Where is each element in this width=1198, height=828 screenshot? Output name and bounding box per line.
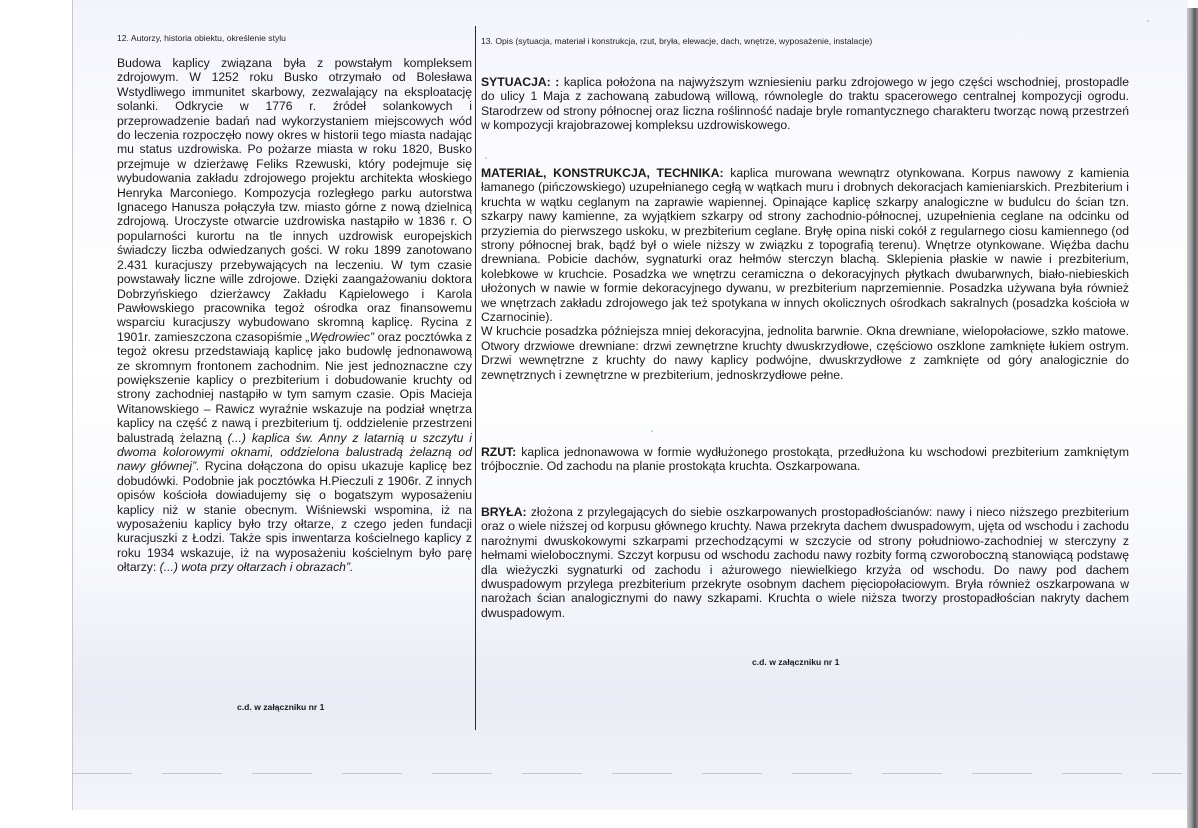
section-heading-history: 12. Autorzy, historia obiektu, określenie stylu bbox=[117, 33, 286, 43]
section-label: BRYŁA: bbox=[481, 505, 527, 519]
scan-artifact-line bbox=[72, 773, 1182, 774]
section-material: MATERIAŁ, KONSTRUKCJA, TECHNIKA: kaplica murowana wewnątrz otynkowana. Korpus nawowy z kamienia łamanego (pińczowskiego) uzupełnianego cegłą w wątkach muru i drobnych dekoracjach kamieniarskich. Prezbiterium i kruchta w wątku ceglanym na zaprawie wapiennej. Opinające kaplicę szkarpy analogiczne w budulcu do ścian tzn. szkarpy nawy kamienne, za wyjątkiem szkarpy od strony zachodnio-północnej, uzupełnienia ceglane na odcinku od przyziemia do pierwszego uskoku, w prezbiterium ceglane. Bryłę opina niski cokół z regularnego ciosu kamiennego (od strony północnej brak, bądź był o wiele niższy w związku z topografią terenu). Wnętrze otynkowane. Więźba dachu drewniana. Pobicie dachów, sygnaturki oraz hełmów sterczyn blachą. Sklepienia płaskie w nawie i prezbiterium, kolebkowe w kruchcie. Posadzka we wnętrzu ceramiczna o dekoracyjnych płytkach dwubarwnych, biało-niebieskich ułożonych w nawie w formie dekoracyjnego dywanu, w prezbiterium naprzemiennie. Posadzka używana była również we wnętrzach zakładu zdrojowego jak też spotykana w innych okolicznych ośrodkach sakralnych (posadzka kościoła w Czarnocinie). W kruchcie posadzka późniejsza mniej dekoracyjna, jednolita barwnie. Okna drewniane, wielopołaciowe, szkło matowe. Otwory drzwiowe drewniane: drzwi zewnętrzne kruchty dwuskrzydłowe, częściowo oszklone zamknięte łukiem ostrym. Drzwi wewnętrzne z kruchty do nawy kaplicy podwójne, dwuskrzydłowe z zamknięte od góry analogicznie do zewnętrznych i zewnętrzne w prezbiterium, jednoskrzydłowe pełne. bbox=[481, 166, 1129, 382]
section-heading-description: 13. Opis (sytuacja, materiał i konstrukcja, rzut, bryła, elewacje, dach, wnętrze, wyposażenie, instalacje) bbox=[481, 36, 873, 46]
history-text: Budowa kaplicy związana była z powstałym kompleksem zdrojowym. W 1252 roku Busko otrzymało od Bolesława Wstydliwego immunitet skarbowy, zezwalający na eksploatację solanki. Odkrycie w 1776 r. źródeł solankowych i przeprowadzenie badań nad wykorzystaniem miejscowych wód do leczenia rozpoczęło nowy okres w historii tego miasta nadając mu status uzdrowiska. Po pożarze miasta w roku 1820, Busko przejmuje w dzierżawę Feliks Rzewuski, który podejmuje się wybudowania zakładu zdrojowego projektu architekta włoskiego Henryka Marconiego. Kompozycja rozległego parku autorstwa Ignacego Hanusza połączyła tzw. miasto górne z nową dzielnicą zdrojową. Uroczyste otwarcie uzdrowiska nastąpiło w 1836 r. O popularności kurortu na tle innych uzdrowisk europejskich świadczy liczba odwiedzanych gości. W roku 1899 zanotowano 2.431 kuracjuszy przebywających na leczeniu. W tym czasie powstawały liczne wille zdrojowe. Dzięki zaangażowaniu doktora Dobrzyńskiego dzierżawcy Zakładu Kąpielowego i Karola Pawłowskiego pracownika tegoż ośrodka oraz finansowemu wsparciu kuracjuszy wybudowano skromną kaplicę. Rycina z 1901r. zamieszczona czasopiśmie „Wędrowiec” oraz pocztówka z tegoż okresu przedstawiają kaplicę jako budowlę jednonawową ze skromnym frontonem zachodnim. Nie jest jednoznaczne czy powiększenie kaplicy o prezbiterium i dobudowanie kruchty od strony zachodniej nastąpiło w tym samym czasie. Opis Macieja Witanowskiego – Rawicz wyraźnie wskazuje na podział wnętrza kaplicy na część z nawą i prezbiterium tj. oddzielenie przestrzeni balustradą żelazną (...) kaplica św. Anny z latarnią u szczytu i dwoma kolorowymi oknami, oddzielona balustradą żelazną od nawy głównej”. Rycina dołączona do opisu ukazuje kaplicę bez dobudówki. Podobnie jak pocztówka H.Pieczuli z 1906r. Z innych opisów kościoła dowiadujemy się o bogatszym wyposażeniu kaplicy niż w stanie obecnym. Wiśniewski wspomina, iż na wyposażeniu kaplicy było trzy ołtarze, z czego jeden fundacji kuracjuszki z Łodzi. Także spis inwentarza kościelnego kaplicy z roku 1934 wskazuje, iż na wyposażeniu kościelnym było parę ołtarzy: (...) wota przy ołtarzach i obrazach”. bbox=[117, 56, 472, 575]
continuation-note-left: c.d. w załączniku nr 1 bbox=[237, 702, 325, 712]
scan-speck bbox=[485, 157, 487, 159]
continuation-note-right: c.d. w załączniku nr 1 bbox=[752, 657, 840, 667]
column-divider bbox=[475, 26, 476, 730]
scan-speck bbox=[1147, 20, 1149, 22]
section-body: BRYŁA: złożona z przylegających do siebie oszkarpowanych prostopadłościanów: nawy i nieco niższego prezbiterium oraz o wiele niższej od korpusu głównego kruchty. Nawa przekryta dachem dwuspadowym, ujęta od wschodu i zachodu narożnymi dwuskokowymi szkarpami przechodzącymi w szczycie od strony południowo-zachodniej w sterczyny z hełmami wielobocznymi. Szczyt korpusu od wschodu zachodu nawy rozbity formą czworoboczną stanowiącą podstawę dla wieżyczki sygnaturki od zachodu i ażurowego niewielkiego krzyża od wschodu. Do nawy pod dachem dwuspadowym przylega prezbiterium przekryte osobnym dachem pięciopołaciowym. Bryła również oszkarpowana w narożach ścian analogicznymi do nawy szkapami. Kruchta o wiele niższa tworzy prostopadłościan nakryty dachem dwuspadowym. bbox=[481, 505, 1129, 620]
section-situation: SYTUACJA: : kaplica położona na najwyższym wzniesieniu parku zdrojowego w jego części wschodniej, prostopadle do ulicy 1 Maja z zachowaną zabudową willową, równolegle do traktu spacerowego centralnej kompozycji ogrodu. Starodrzew od strony północnej oraz liczna roślinność nadaje bryle romantycznego charakteru tworząc nową przestrzeń w kompozycji krajobrazowej kompleksu uzdrowiskowego. bbox=[481, 75, 1129, 133]
section-label: SYTUACJA: : bbox=[481, 75, 560, 89]
section-label: MATERIAŁ, KONSTRUKCJA, TECHNIKA: bbox=[481, 166, 724, 180]
scan-speck bbox=[651, 430, 653, 432]
section-label: RZUT: bbox=[481, 445, 517, 459]
page-edge-shadow bbox=[1187, 8, 1198, 828]
section-plan: RZUT: kaplica jednonawowa w formie wydłużonego prostokąta, przedłużona ku wschodowi prezbiterium zamkniętym trójbocznie. Od zachodu na planie prostokąta kruchta. Oszkarpowana. bbox=[481, 445, 1129, 474]
